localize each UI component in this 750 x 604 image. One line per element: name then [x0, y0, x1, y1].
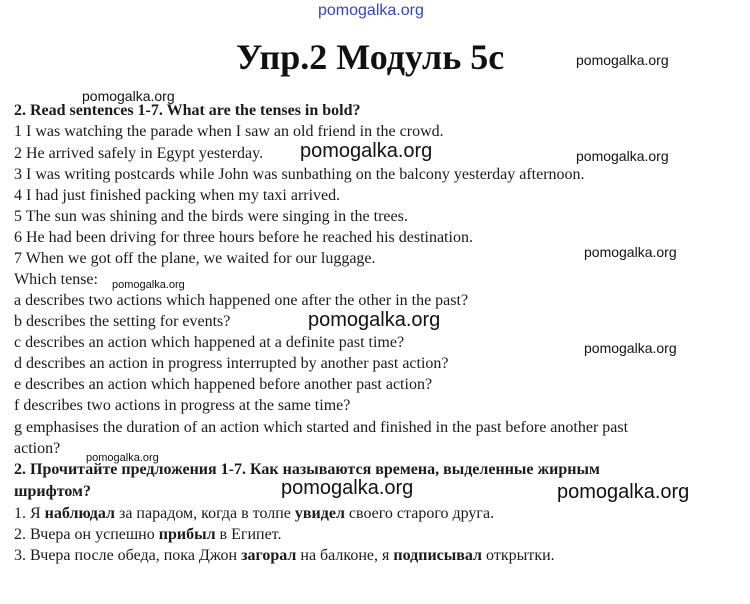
russian-heading-continuation: шрифтом? — [14, 483, 91, 500]
russian-heading: 2. Прочитайте предложения 1-7. Как называются времена, выделенные жирным — [14, 461, 600, 478]
exercise-heading: 2. Read sentences 1-7. What are the tenses in bold? — [14, 102, 361, 119]
option: e describes an action which happened before another past action? — [14, 376, 433, 393]
watermark: pomogalka.org — [281, 477, 414, 499]
text: 3. Вчера после обеда, пока Джон — [14, 547, 242, 564]
text: 2. Вчера он успешно — [14, 526, 159, 543]
bold-verb: загорал — [241, 547, 297, 564]
watermark-top: pomogalka.org — [318, 2, 424, 19]
option: f describes two actions in progress at the same time? — [14, 397, 351, 414]
sentence: 4 I had just finished packing when my taxi arrived. — [14, 187, 341, 204]
watermark: pomogalka.org — [112, 279, 185, 291]
bold-verb: прибыл — [158, 526, 216, 543]
bold-verb: наблюдал — [44, 505, 115, 522]
text: открытки. — [482, 547, 555, 564]
watermark: pomogalka.org — [557, 481, 690, 503]
watermark: pomogalka.org — [576, 52, 669, 68]
text: за парадом, когда в толпе — [115, 505, 295, 522]
watermark: pomogalka.org — [584, 340, 677, 356]
option: a describes two actions which happened one after the other in the past? — [14, 292, 469, 309]
watermark: pomogalka.org — [308, 309, 441, 331]
russian-sentence — [14, 547, 555, 565]
sentence: 1 I was watching the parade when I saw an old friend in the crowd. — [14, 123, 444, 140]
option: b describes the setting for events? — [14, 313, 231, 330]
text: в Египет. — [215, 526, 282, 543]
russian-sentence — [14, 526, 281, 544]
bold-verb: подписывал — [393, 547, 483, 564]
option-continuation: action? — [14, 440, 61, 457]
bold-verb: увидел — [294, 505, 345, 522]
watermark: pomogalka.org — [300, 140, 433, 162]
sentence: 6 He had been driving for three hours before he reached his destination. — [14, 229, 473, 246]
option: d describes an action in progress interrupted by another past action? — [14, 355, 449, 372]
which-tense-label: Which tense: — [14, 271, 98, 288]
option: c describes an action which happened at a definite past time? — [14, 334, 405, 351]
text: 1. Я — [14, 505, 45, 522]
watermark: pomogalka.org — [86, 452, 159, 464]
sentence: 3 I was writing postcards while John was sunbathing on the balcony yesterday afternoon. — [14, 166, 585, 183]
russian-sentence — [14, 505, 494, 523]
page-title: Упр.2 Модуль 5с — [236, 37, 505, 77]
watermark: pomogalka.org — [576, 148, 669, 164]
sentence: 2 He arrived safely in Egypt yesterday. — [14, 145, 264, 162]
text: на балконе, я — [296, 547, 394, 564]
watermark: pomogalka.org — [82, 88, 175, 104]
sentence: 5 The sun was shining and the birds were singing in the trees. — [14, 208, 408, 225]
watermark: pomogalka.org — [584, 244, 677, 260]
option: g emphasises the duration of an action which started and finished in the past before another past — [14, 419, 629, 436]
text: своего старого друга. — [344, 505, 495, 522]
sentence: 7 When we got off the plane, we waited for our luggage. — [14, 250, 376, 267]
